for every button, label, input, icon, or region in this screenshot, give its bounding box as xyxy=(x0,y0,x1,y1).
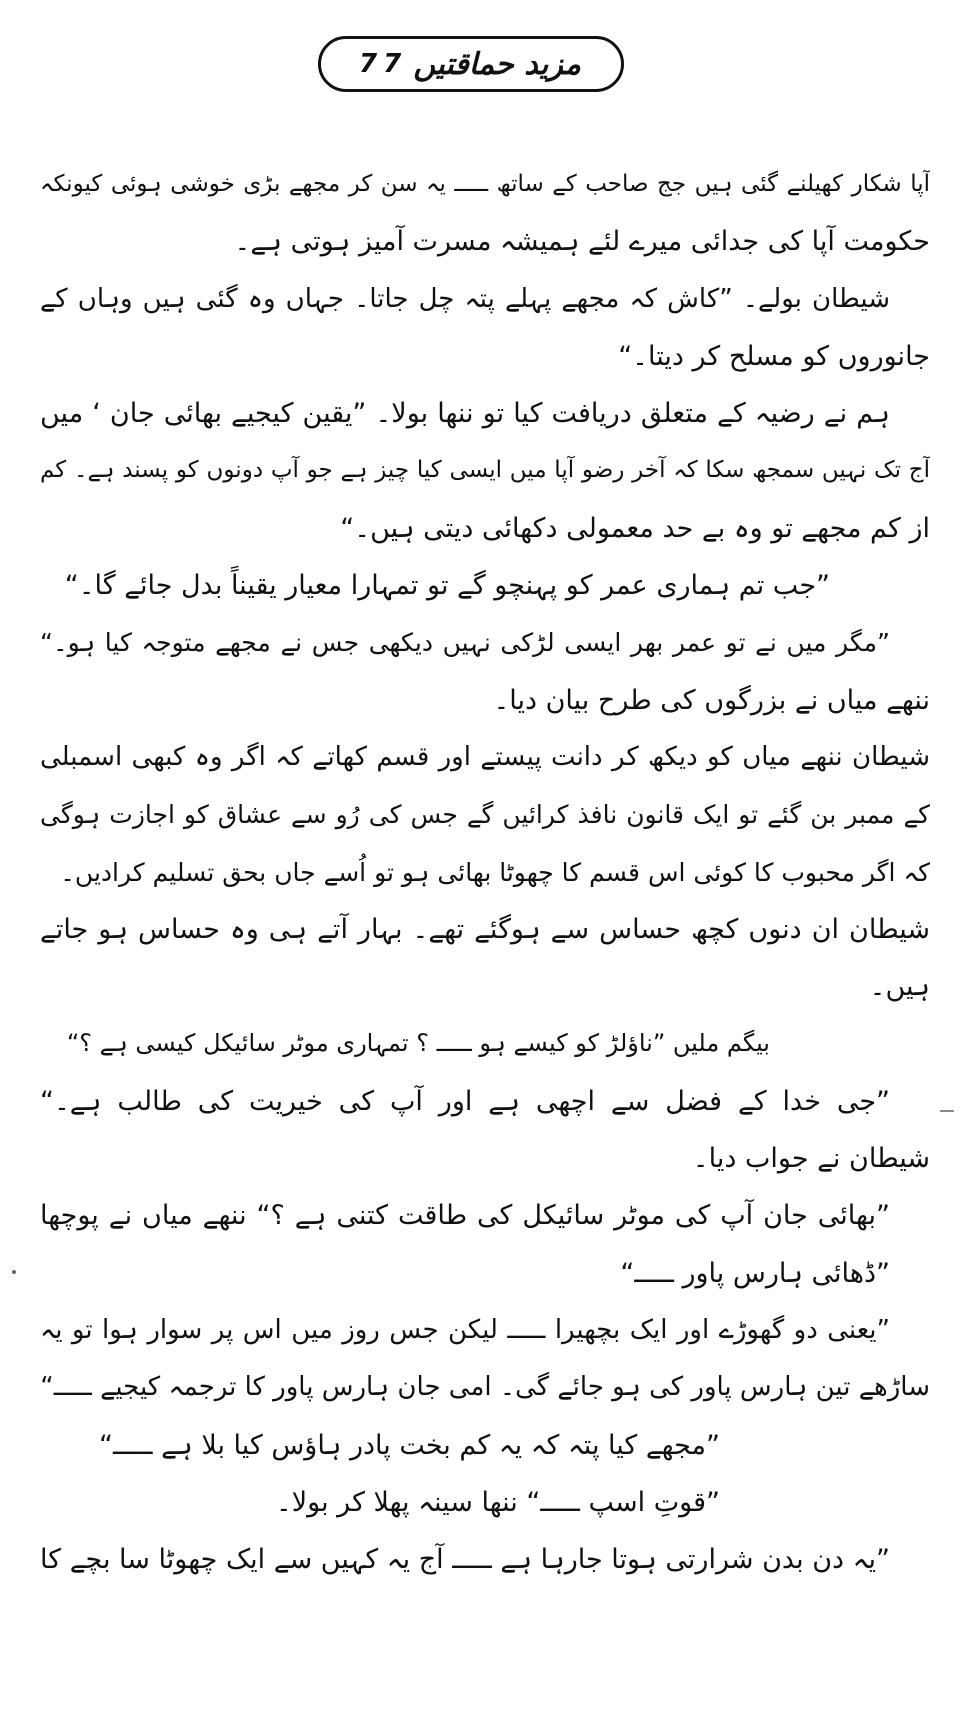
margin-mark xyxy=(940,1110,954,1112)
page-body-text xyxy=(40,156,930,1588)
text-line: حکومت آپا کی جدائی میرے لئے ہمیشہ مسرت آمیز ہوتی ہے۔ xyxy=(234,226,930,258)
text-line: ہم نے رضیہ کے متعلق دریافت کیا تو ننھا بولا۔ ”یقین کیجیے بھائی جان ‘ میں xyxy=(40,398,890,430)
text-line: بیگم ملیں ”ناؤلڑ کو کیسے ہو ـــــ ؟ تمہاری موٹر سائیکل کیسی ہے ؟“ xyxy=(66,1029,770,1058)
text-line: ہیں۔ xyxy=(869,971,930,1003)
text-line: ساڑھے تین ہارس پاور کی ہو جائے گی۔ امی جان ہارس پاور کا ترجمہ کیجیے ـــــ“ xyxy=(40,1372,930,1403)
text-line: ”یعنی دو گھوڑے اور ایک بچھیرا ـــــ لیکن جس روز میں اس پر سوار ہوا تو یہ xyxy=(40,1314,890,1345)
text-line: کے ممبر بن گئے تو ایک قانون نافذ کرائیں گے جس کی رُو سے عشاق کو اجازت ہوگی xyxy=(40,800,930,830)
text-line: ننھے میاں نے بزرگوں کی طرح بیان دیا۔ xyxy=(493,684,930,716)
book-title: مزید حماقتیں xyxy=(413,46,581,82)
text-line: شیطان ان دنوں کچھ حساس سے ہوگئے تھے۔ بہار آتے ہی وہ حساس ہو جاتے xyxy=(40,913,930,945)
page-header xyxy=(318,36,624,92)
margin-speck xyxy=(12,1270,16,1274)
text-line: ”قوتِ اسپ ـــــ“ ننھا سینہ پھلا کر بولا۔ xyxy=(275,1486,720,1518)
text-line: ”ڈھائی ہارس پاور ـــــ“ xyxy=(620,1257,890,1289)
text-line: شیطان ننھے میاں کو دیکھ کر دانت پیستے اور قسم کھاتے کہ اگر وہ کبھی اسمبلی xyxy=(40,741,930,772)
text-line: ”جی خدا کے فضل سے اچھی ہے اور آپ کی خیریت کی طالب ہے۔“ xyxy=(40,1085,890,1117)
text-line: ”جب تم ہماری عمر کو پہنچو گے تو تمہارا معیار یقیناً بدل جائے گا۔“ xyxy=(64,570,830,602)
page-number: 77 xyxy=(359,49,408,79)
text-line: ”مگر میں نے تو عمر بھر ایسی لڑکی نہیں دیکھی جس نے مجھے متوجہ کیا ہو۔“ xyxy=(40,628,890,658)
text-line: ”بھائی جان آپ کی موٹر سائیکل کی طاقت کتنی ہے ؟“ ننھے میاں نے پوچھا xyxy=(40,1200,890,1232)
text-line: کہ اگر محبوب کا کوئی اس قسم کا چھوٹا بھائی ہو تو اُسے جاں بحق تسلیم کرادیں۔ xyxy=(60,857,930,887)
text-line: آپا شکار کھیلنے گئی ہیں جج صاحب کے ساتھ ـــــ یہ سن کر مجھے بڑی خوشی ہوئی کیونکہ xyxy=(40,171,930,197)
text-line: شیطان بولے۔ ”کاش کہ مجھے پہلے پتہ چل جاتا۔ جہاں وہ گئی ہیں وہاں کے xyxy=(40,283,890,314)
text-line: ”یہ دن بدن شرارتی ہوتا جارہا ہے ـــــ آج یہ کہیں سے ایک چھوٹا سا بچے کا xyxy=(40,1544,890,1576)
text-line: ”مجھے کیا پتہ کہ یہ کم بخت پادر ہاؤس کیا بلا ہے ـــــ“ xyxy=(98,1429,720,1461)
text-line: جانوروں کو مسلح کر دیتا۔“ xyxy=(618,340,930,372)
text-line: شیطان نے جواب دیا۔ xyxy=(692,1143,930,1175)
text-line: از کم مجھے تو وہ بے حد معمولی دکھائی دیتی ہیں۔“ xyxy=(340,512,930,544)
text-line: آج تک نہیں سمجھ سکا کہ آخر رضو آپا میں ایسی کیا چیز ہے جو آپ دونوں کو پسند ہے۔ کم xyxy=(40,457,930,484)
